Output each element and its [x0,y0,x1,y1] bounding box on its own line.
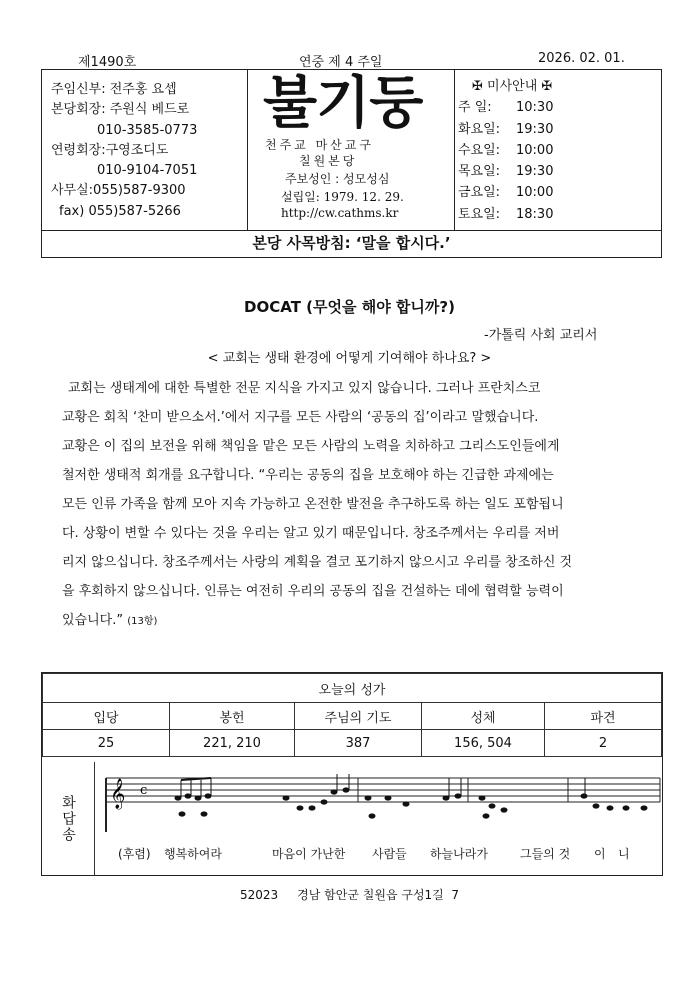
lyric: 행복하여라 [164,847,222,861]
col-communion: 성체 [422,703,545,730]
president-phone: 010-3585-0773 [97,122,198,138]
article-line: 다. 상황이 변할 수 있다는 것을 우리는 알고 있기 때문입니다. 창조주께서는 우리를 저버 [62,526,560,541]
value-dismissal: 2 [545,730,662,757]
hymn-heading: 오늘의 성가 [43,674,662,703]
article-line: 교황은 회칙 ‘찬미 받으소서.’에서 지구를 모든 사람의 ‘공동의 집’이라고 말했습니다. [62,410,539,425]
col-dismissal: 파견 [545,703,662,730]
hymn-table [42,673,662,757]
masthead [247,70,457,230]
bulletin-title: 불기둥 [263,71,423,136]
value-lords-prayer: 387 [295,730,422,757]
office-fax: fax) 055)587-5266 [59,203,181,219]
article-source: -가톨릭 사회 교리서 [484,328,598,343]
notes [175,787,648,818]
hymn-header-row [43,703,662,730]
music-score [96,762,662,875]
article-title: DOCAT (무엇을 해야 합니까?) [244,298,455,316]
treble-clef-icon: 𝄞 [110,779,126,809]
mass-row: 금요일: 10:00 [458,185,554,201]
lyric: 하늘나라가 [430,847,488,861]
lyric: 마음이 가난한 [272,847,346,861]
lyric: 니 [618,847,630,861]
bulletin-header [41,69,662,258]
pastor: 주임신부: 전주홍 요셉 [51,82,177,97]
patron-saint: 주보성인 : 성모성심 [285,172,390,186]
mass-heading: ✠ 미사안내 ✠ [472,79,553,94]
value-entrance: 25 [43,730,170,757]
article-line: 을 후회하지 않으십니다. 인류는 여전히 우리의 공동의 집을 건설하는 데에 협력할 능력이 [62,584,564,599]
parish-website[interactable]: http://cw.cathms.kr [281,206,399,220]
article-line: 리지 않으십니다. 창조주께서는 사랑의 계획을 결코 포기하지 않으시고 우리를 창조하신 것 [62,555,573,570]
parish-name: 칠원본당 [299,154,358,168]
article-line: 교회는 생태계에 대한 특별한 전문 지식을 가지고 있지 않습니다. 그러나 프란치스코 [68,381,541,396]
article-question: < 교회는 생태 환경에 어떻게 기여해야 하나요? > [207,351,492,366]
lyric: 이 [594,847,606,861]
mass-row: 토요일: 18:30 [458,206,554,222]
col-offertory: 봉헌 [170,703,295,730]
responsorial-psalm [42,762,662,875]
founding-date: 설립일: 1979. 12. 29. [281,190,404,204]
mass-row: 화요일: 19:30 [458,121,554,137]
issue-number: 제1490호 [78,55,137,70]
parish-address: 52023 경남 함안군 칠원읍 구성1길 7 [239,888,460,902]
col-lords-prayer: 주님의 기도 [295,703,422,730]
diocese: 천주교 마산교구 [265,138,374,152]
office-phone: 사무실:055)587-9300 [51,183,186,199]
value-communion: 156, 504 [422,730,545,757]
time-signature-icon: c [140,783,148,798]
mass-row: 주 일: 10:30 [458,100,554,116]
liturgical-week: 연중 제 4 주일 [299,55,383,70]
lyric: 그들의 것 [520,847,571,861]
article-line: 모든 인류 가족을 함께 모아 지속 가능하고 온전한 발전을 추구하도록 하는 일도 포함됩니 [62,497,564,512]
pastoral-motto: 본당 사목방침: ‘말을 합시다.’ [252,234,451,252]
col-entrance: 입당 [43,703,170,730]
parish-president: 본당회장: 주원식 베드로 [51,102,190,118]
lyric: 사람들 [372,847,407,861]
funeral-phone: 010-9104-7051 [97,163,198,179]
article-line: 교황은 이 집의 보전을 위해 책임을 맡은 모든 사람의 노력을 치하하고 그리스도인들에게 [62,439,560,454]
mass-schedule [458,76,553,225]
hymn-section [41,672,663,876]
article-line: 있습니다.” (13항) [62,613,158,628]
hymn-values-row [43,730,662,757]
psalm-label: 화답송 [42,762,95,875]
contact-info [51,80,197,222]
article-citation: (13항) [127,616,158,627]
mass-row: 목요일: 19:30 [458,164,554,180]
issue-date: 2026. 02. 01. [538,51,625,66]
mass-row: 수요일: 10:00 [458,142,554,158]
lyric: (후렴) [118,847,151,861]
value-offertory: 221, 210 [170,730,295,757]
funeral-president: 연령회장:구영조디도 [51,142,169,158]
article-line: 철저한 생태적 회개를 요구합니다. “우리는 공동의 집을 보호해야 하는 긴급한 과제에는 [62,468,554,483]
